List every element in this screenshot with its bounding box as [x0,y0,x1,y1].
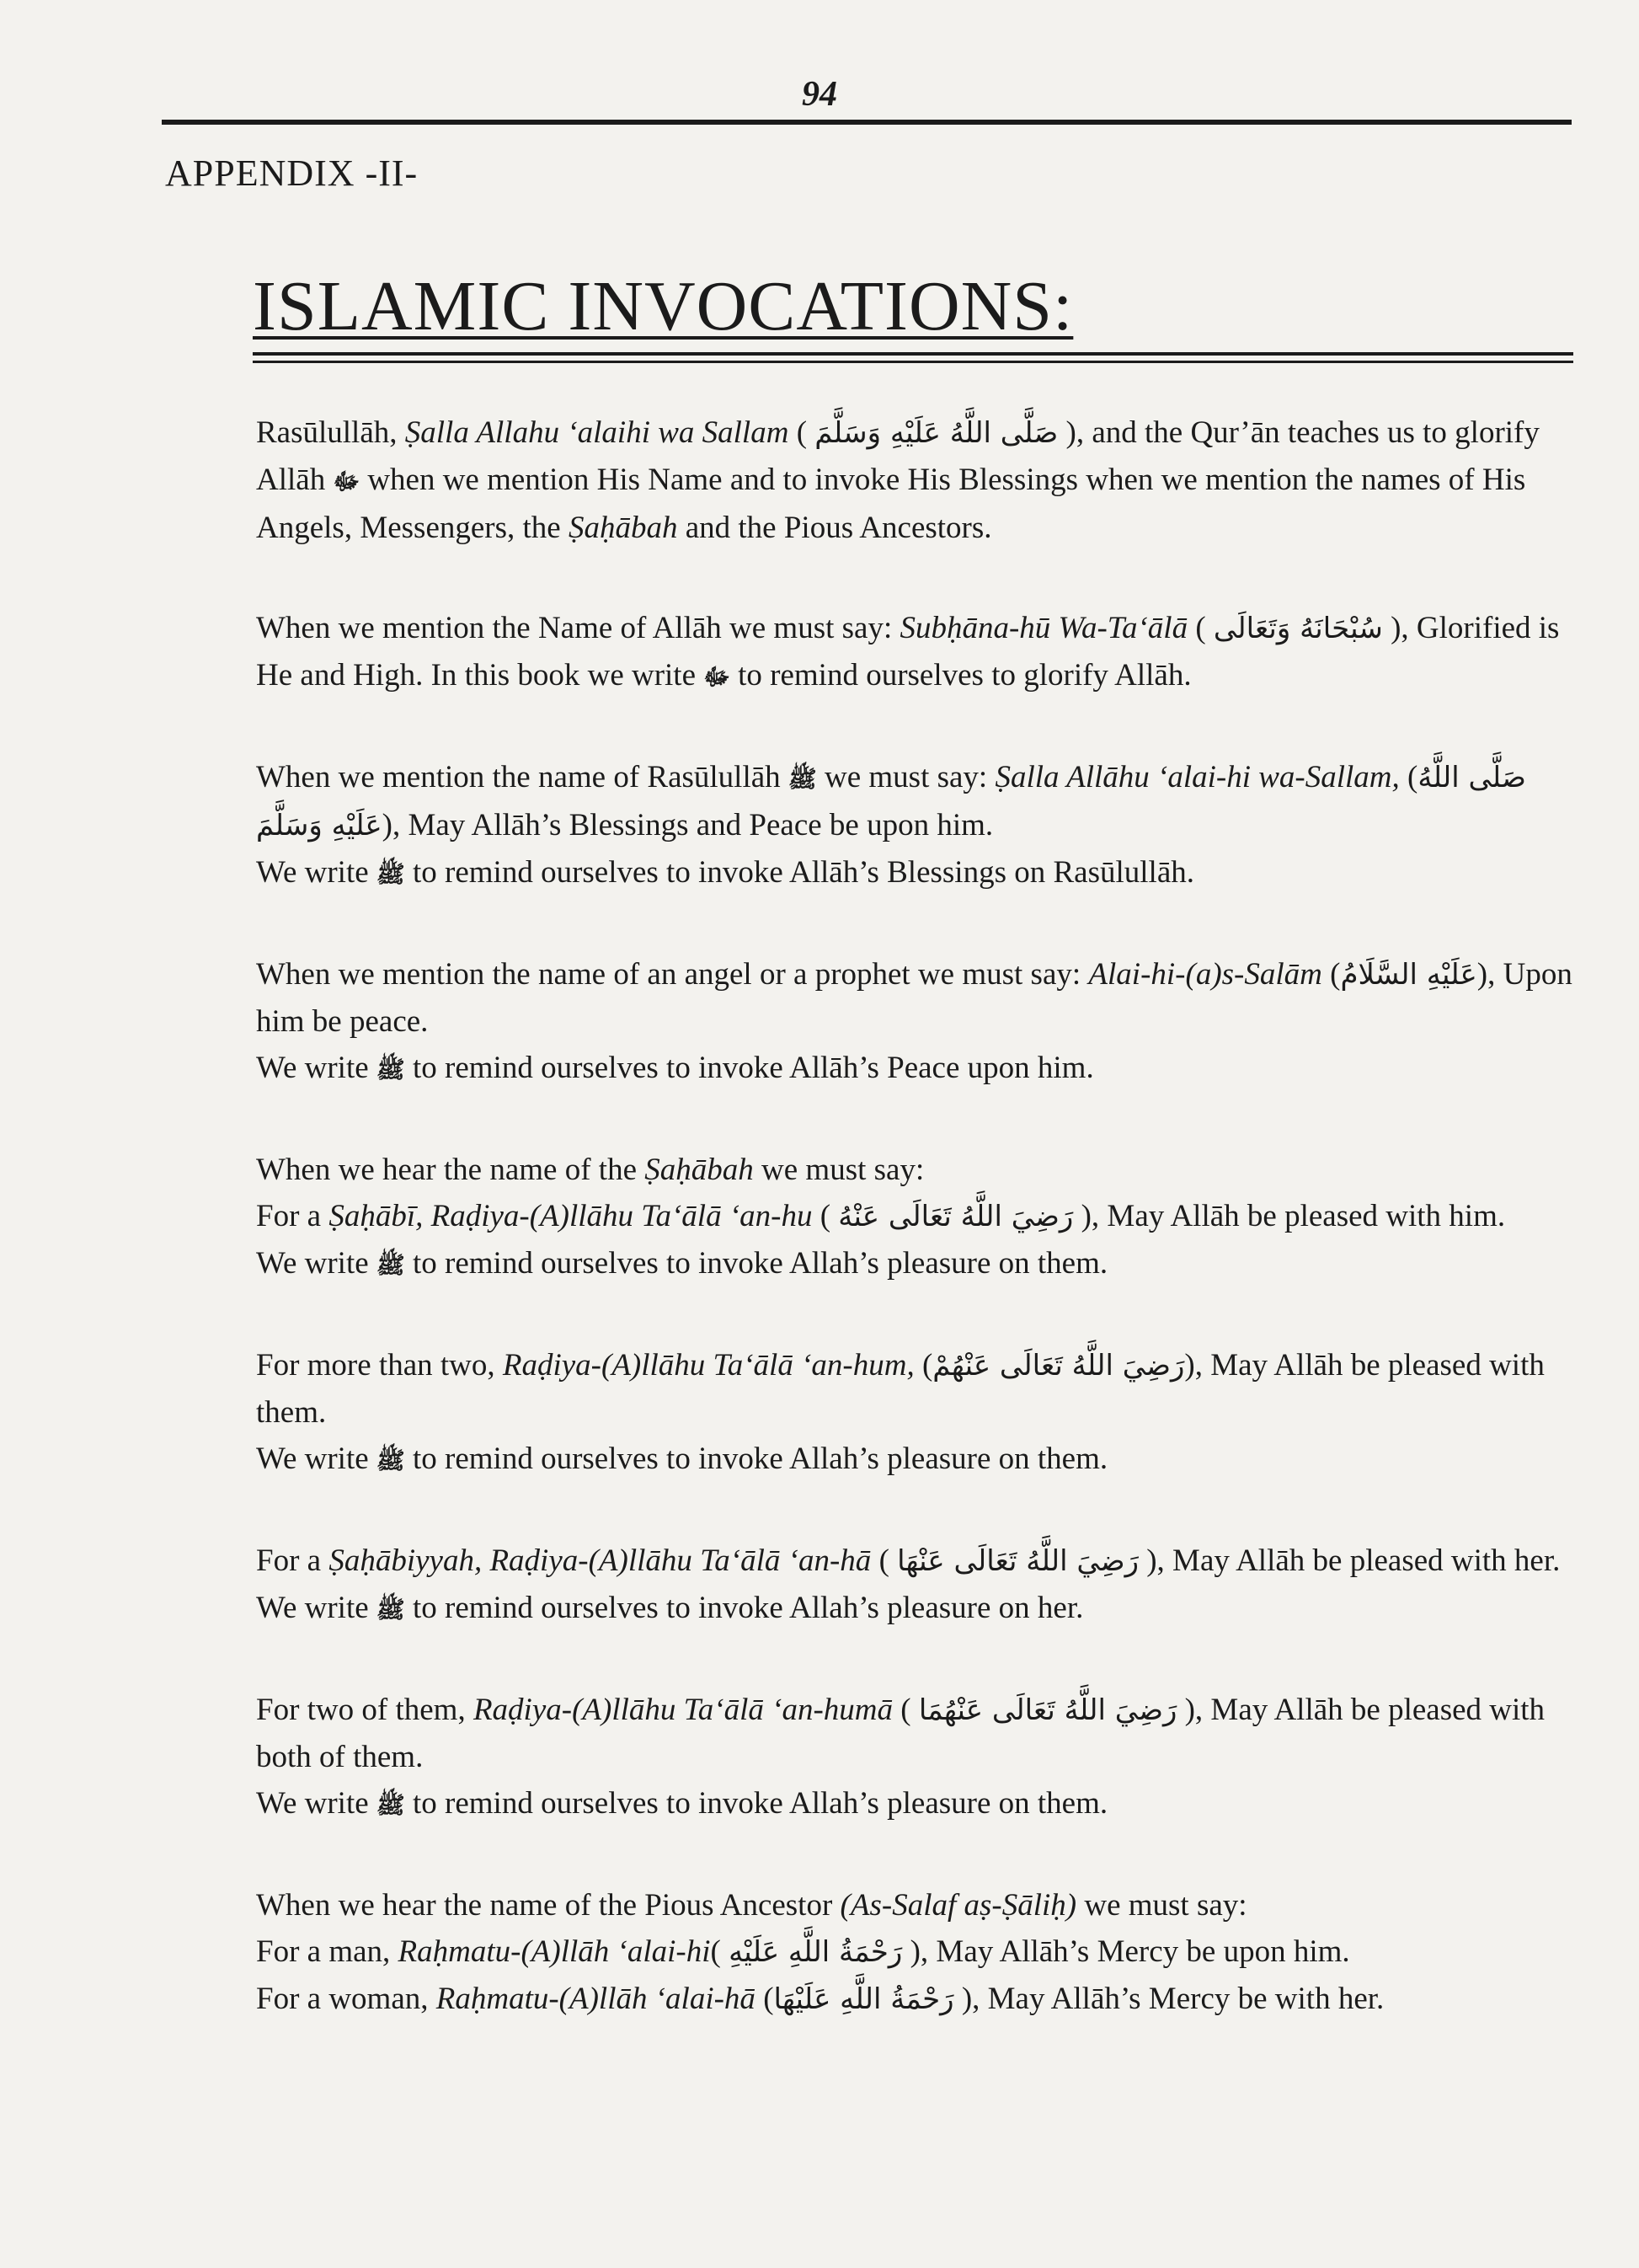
text: to remind ourselves to invoke Allah’s pleasure on them. [404,1786,1108,1821]
text: we must say: [816,760,996,794]
transliteration: Subḥāna-hū Wa-Ta‘ālā [900,611,1188,645]
arabic-phrase: رَضِيَ اللَّهُ تَعَالَى عَنْهُ [838,1200,1074,1233]
arabic-phrase: رَحْمَةُ اللَّهِ عَلَيْهِ [729,1935,903,1969]
header-rule [162,120,1572,125]
text: to remind ourselves to glorify Allāh. [729,658,1192,693]
text: For more than two, [256,1348,503,1383]
text: to remind ourselves to invoke Allāh’s Peace upon him. [404,1051,1094,1085]
text: ), May Allāh be pleased with them. [256,1348,1545,1430]
glorify-symbol-icon: ﷻ [333,468,360,495]
transliteration: Ṣaḥābī, Raḍiya-(A)llāhu Ta‘ālā ‘an-hu [328,1199,813,1233]
arabic-phrase: رَضِيَ اللَّهُ تَعَالَى عَنْهَا [897,1544,1139,1578]
transliteration: Raḍiya-(A)llāhu Ta‘ālā ‘an-hum, [502,1348,915,1383]
radiya-symbol-icon: ﷺ [376,1791,405,1819]
sahabi-paragraph [256,1147,1577,1288]
appendix-label: APPENDIX -II- [165,152,419,194]
allah-paragraph [256,605,1577,700]
intro-paragraph [256,409,1577,551]
transliteration: Raḍiya-(A)llāhu Ta‘ālā ‘an-humā [472,1693,894,1727]
prophet-paragraph [256,754,1577,897]
page-number: 94 [802,75,837,114]
title-rule-secondary [253,361,1573,363]
text: For a man, [256,1934,398,1969]
arabic-phrase: سُبْحَانَهُ وَتَعَالَى [1213,612,1383,645]
text: When we mention the Name of Allāh we must say: [256,611,900,645]
text: We write [256,855,376,890]
sahabiyyah-paragraph [256,1538,1577,1633]
salawat-symbol-icon: ﷺ [376,860,405,888]
text: ( [1188,611,1214,645]
text: ( [914,1348,933,1383]
transliteration: Ṣaḥābah [568,511,678,545]
transliteration: Ṣaḥābiyyah, Raḍiya-(A)llāhu Ta‘ālā ‘an-hā [328,1543,872,1578]
transliteration: Raḥmatu-(A)llāh ‘alai-hi [398,1934,711,1969]
text: ), Glorified is He and High. In this book we write [256,611,1560,693]
text: We write [256,1051,376,1085]
radiya-symbol-icon: ﷺ [376,1251,405,1279]
text: to remind ourselves to invoke Allāh’s Blessings on Rasūlullāh. [404,855,1195,890]
text: to remind ourselves to invoke Allah’s pleasure on them. [404,1442,1108,1476]
transliteration: Alai-hi-(a)s-Salām [1088,957,1322,992]
text: ), May Allāh be pleased with her. [1138,1543,1561,1578]
page-title: ISLAMIC INVOCATIONS: [253,267,1074,345]
arabic-phrase: رَحْمَةُ اللَّهِ عَلَيْهَا [773,1982,954,2016]
angel-paragraph [256,951,1577,1093]
text: We write [256,1246,376,1281]
transliteration: Ṣalla Allāhu ‘alai-hi wa-Sallam, [995,760,1400,794]
text: When we mention the name of Rasūlullāh [256,760,788,794]
salawat-symbol-icon: ﷺ [787,765,817,793]
text: when we mention His Name and to invoke His Blessings when we mention the names of His Angels, Messengers, the [256,463,1526,545]
text: ( [788,415,815,450]
title-rule [253,352,1573,356]
transliteration: Ṣalla Allahu ‘alaihi wa Sallam [404,415,789,450]
arabic-phrase: صَلَّى اللَّهُ عَلَيْهِ وَسَلَّمَ [256,761,1526,842]
text: to remind ourselves to invoke Allah’s pleasure on her. [404,1591,1084,1625]
radiya-symbol-icon: ﷺ [376,1447,405,1474]
more-than-two-paragraph [256,1342,1577,1484]
arabic-phrase: عَلَيْهِ السَّلَامُ [1340,958,1477,992]
text: ), May Allāh’s Blessings and Peace be upon him. [382,808,994,842]
glorify-symbol-icon: ﷻ [703,663,730,691]
transliteration: Raḥmatu-(A)llāh ‘alai-hā [435,1982,755,2016]
text: We write [256,1591,376,1625]
text: ( [812,1199,839,1233]
transliteration: (As-Salaf aṣ-Ṣāliḥ) [840,1888,1077,1923]
arabic-phrase: رَضِيَ اللَّهُ تَعَالَى عَنْهُمْ [932,1349,1185,1383]
text: ( [755,1982,774,2016]
transliteration: Ṣaḥābah [644,1153,754,1187]
text: ), May Allāh be pleased with both of them. [256,1693,1546,1774]
text: and the Pious Ancestors. [677,511,992,545]
text: ( [1321,957,1341,992]
document-body [256,409,1577,2077]
text: ), Upon him be peace. [256,957,1572,1039]
text: For a woman, [256,1982,436,2016]
text: When we hear the name of the Pious Ancestor [256,1888,841,1923]
salam-symbol-icon: ﷺ [376,1056,405,1083]
text: ), May Allāh’s Mercy be upon him. [902,1934,1350,1969]
text: ( [871,1543,898,1578]
radiya-symbol-icon: ﷺ [376,1596,405,1623]
text: For a [256,1199,329,1233]
ancestor-paragraph [256,1882,1577,2023]
text: ), May Allāh’s Mercy be with her. [953,1982,1385,2016]
text: Rasūlullāh, [256,415,405,450]
text: ), and the Qur’ān teaches us to glorify Allāh [256,415,1540,497]
text: When we mention the name of an angel or a prophet we must say: [256,957,1089,992]
arabic-phrase: صَلَّى اللَّهُ عَلَيْهِ وَسَلَّمَ [814,416,1059,450]
two-paragraph [256,1687,1577,1828]
text: ( [710,1934,729,1969]
text: ), May Allāh be pleased with him. [1073,1199,1506,1233]
text: to remind ourselves to invoke Allah’s pleasure on them. [404,1246,1108,1281]
arabic-phrase: رَضِيَ اللَّهُ تَعَالَى عَنْهُمَا [918,1693,1177,1727]
text: We write [256,1442,376,1476]
text: When we hear the name of the [256,1153,645,1187]
text: ( [1399,760,1418,794]
text: For two of them, [256,1693,473,1727]
text: ( [893,1693,919,1727]
text: we must say: [1076,1888,1247,1923]
text: We write [256,1786,376,1821]
text: we must say: [753,1153,925,1187]
text: For a [256,1543,329,1578]
